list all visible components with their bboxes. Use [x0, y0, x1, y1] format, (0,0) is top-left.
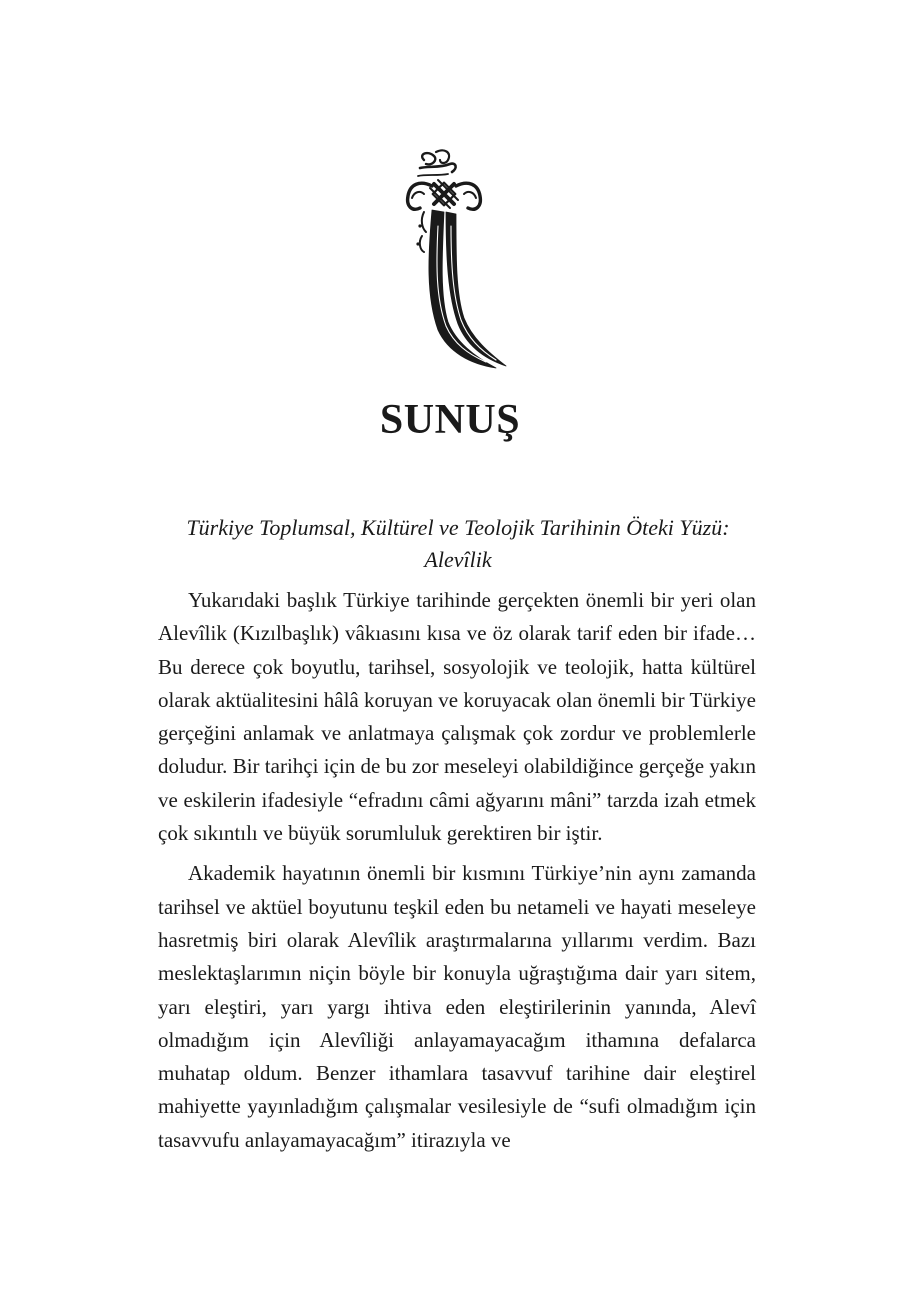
paragraph: Yukarıdaki başlık Türkiye tarihinde gerçekten önemli bir yeri olan Alevîlik (Kızılbaşlık) vâkıasını kısa ve öz olarak tarif eden bir ifade… Bu derece çok boyutlu, tarihsel, sosyolojik ve teolojik, hatta kültürel olarak aktüalitesini hâlâ koruyan ve koruyacak olan önemli bir Türkiye gerçeğini anlamak ve anlatmaya çalışmak çok zordur ve problemlerle doludur. Bir tarihçi için de bu zor meseleyi olabildiğince gerçeğe yakın ve eskilerin ifadesiyle “efradını câmi ağyarını mâni” tarzda izah etmek çok sıkıntılı ve büyük sorumluluk gerektiren bir iştir.	[158, 588, 756, 846]
subtitle-line-2: Alevîlik	[424, 547, 492, 572]
page-title: SUNUŞ	[379, 397, 521, 443]
zulfiqar-sword-calligraphy-icon	[398, 146, 510, 372]
subtitle-line-1: Türkiye Toplumsal, Kültürel ve Teolojik Tarihinin Öteki Yüzü:	[186, 515, 730, 540]
paragraph: Akademik hayatının önemli bir kısmını Türkiye’nin aynı zamanda tarihsel ve aktüel boyutunu teşkil eden bu netameli ve hayati meseleye hasretmiş biri olarak Alevîlik araştırmalarına yıllarımı verdim. Bazı meslektaşlarımın niçin böyle bir konuyla uğraştığıma dair yarı sitem, yarı eleştiri, yarı yargı ihtiva eden eleştirilerinin yanında, Alevî olmadığım için Alevîliği anlayamayacağım ithamına defalarca muhatap oldum. Benzer ithamlara tasavvuf tarihine dair eleştirel mahiyette yayınladığım çalışmalar vesilesiyle de “sufi olmadığım için tasavvufu anlayamayacağım” itirazıyla ve	[158, 861, 756, 1152]
section-subtitle	[158, 512, 758, 576]
body-text	[158, 584, 756, 1157]
